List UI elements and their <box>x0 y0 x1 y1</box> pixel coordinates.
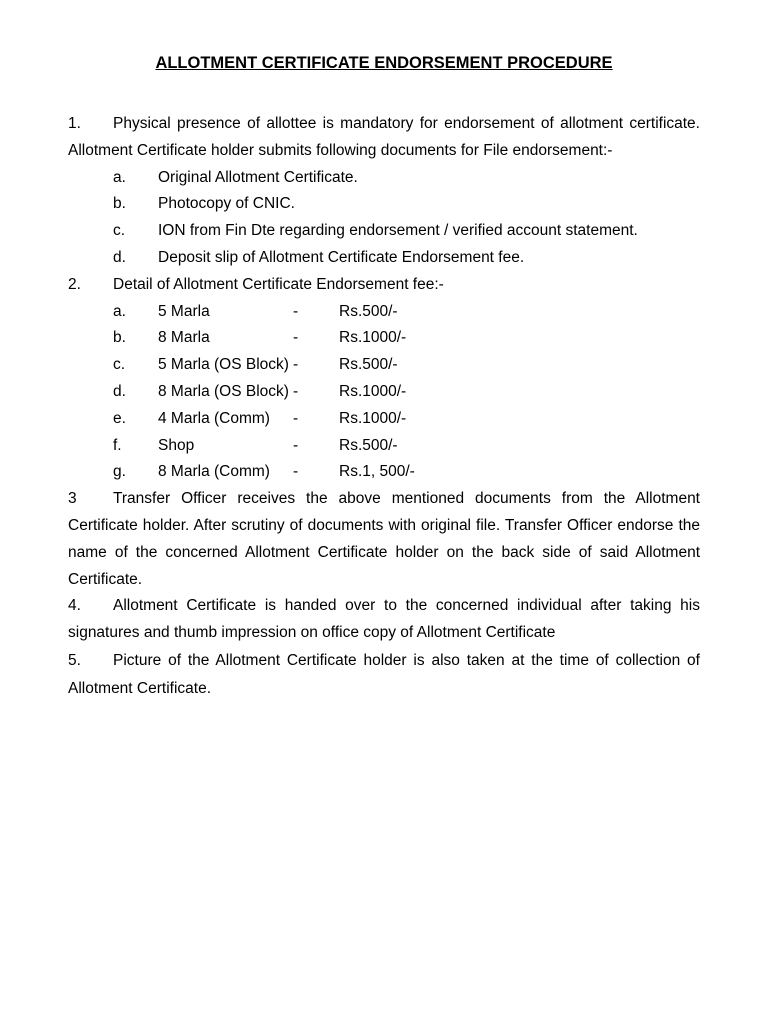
fee-separator: - <box>293 409 299 427</box>
fee-amount: Rs.1, 500/- <box>339 463 415 481</box>
fee-row <box>68 379 700 406</box>
procedure-item-5 <box>68 647 700 704</box>
item-number: 1. <box>68 115 81 132</box>
list-item <box>68 165 700 192</box>
fee-row <box>68 433 700 460</box>
fee-separator: - <box>293 436 299 454</box>
documents-list <box>68 165 700 272</box>
item-number: 2. <box>68 275 81 293</box>
list-item <box>68 191 700 218</box>
fee-type: 8 Marla <box>158 329 210 347</box>
list-item-text: Deposit slip of Allotment Certificate Endorsement fee. <box>158 248 525 266</box>
item-number: 4. <box>68 597 81 615</box>
fee-type: 5 Marla <box>158 302 210 320</box>
fee-list <box>68 299 700 487</box>
fee-separator: - <box>293 463 299 481</box>
fee-letter: g. <box>113 463 126 481</box>
fee-separator: - <box>293 382 299 400</box>
item-number: 5. <box>68 651 81 669</box>
fee-amount: Rs.500/- <box>339 356 398 374</box>
list-item-letter: a. <box>113 168 126 186</box>
fee-separator: - <box>293 356 299 374</box>
fee-row <box>68 406 700 433</box>
item-text: Allotment Certificate is handed over to the concerned individual after taking his signatures and thumb impression on office copy of Allotment Certificate <box>68 597 700 642</box>
fee-letter: f. <box>113 436 122 454</box>
list-item <box>68 218 700 245</box>
fee-amount: Rs.1000/- <box>339 409 407 427</box>
fee-amount: Rs.1000/- <box>339 382 407 400</box>
list-item-text: ION from Fin Dte regarding endorsement / verified account statement. <box>158 222 638 240</box>
list-item-letter: b. <box>113 195 126 213</box>
fee-type: 4 Marla (Comm) <box>158 409 270 427</box>
fee-row <box>68 459 700 486</box>
procedure-item-1 <box>68 111 700 165</box>
fee-type: Shop <box>158 436 195 454</box>
procedure-item-2 <box>68 272 700 299</box>
procedure-item-4 <box>68 593 700 647</box>
item-text: Detail of Allotment Certificate Endorsement fee:- <box>113 275 444 293</box>
fee-amount: Rs.500/- <box>339 436 398 454</box>
fee-separator: - <box>293 329 299 347</box>
fee-amount: Rs.500/- <box>339 302 398 320</box>
fee-letter: a. <box>113 302 126 320</box>
list-item-text: Photocopy of CNIC. <box>158 195 295 213</box>
fee-type: 5 Marla (OS Block) <box>158 356 289 374</box>
fee-row <box>68 299 700 326</box>
fee-row <box>68 325 700 352</box>
item-number: 3 <box>68 490 77 508</box>
fee-letter: e. <box>113 409 126 427</box>
document-page <box>68 52 700 704</box>
fee-letter: c. <box>113 356 126 374</box>
list-item <box>68 245 700 272</box>
item-text: Picture of the Allotment Certificate holder is also taken at the time of collection of Allotment Certificate. <box>68 651 700 698</box>
procedure-item-3 <box>68 486 700 593</box>
item-text: Physical presence of allottee is mandatory for endorsement of allotment certificate. Allotment Certificate holder submits following documents for File endorsement:- <box>68 115 700 159</box>
fee-type: 8 Marla (Comm) <box>158 463 270 481</box>
fee-row <box>68 352 700 379</box>
item-text: Transfer Officer receives the above mentioned documents from the Allotment Certificate holder. After scrutiny of documents with original file. Transfer Officer endorse the name of the concerned Allotment Certificate holder on the back side of said Allotment Certificate. <box>68 490 700 588</box>
list-item-text: Original Allotment Certificate. <box>158 168 358 186</box>
fee-letter: d. <box>113 382 126 400</box>
list-item-letter: d. <box>113 248 126 266</box>
list-item-letter: c. <box>113 222 126 240</box>
fee-amount: Rs.1000/- <box>339 329 407 347</box>
page-title: ALLOTMENT CERTIFICATE ENDORSEMENT PROCEDURE <box>155 54 613 72</box>
fee-letter: b. <box>113 329 126 347</box>
fee-type: 8 Marla (OS Block) <box>158 382 289 400</box>
fee-separator: - <box>293 302 299 320</box>
